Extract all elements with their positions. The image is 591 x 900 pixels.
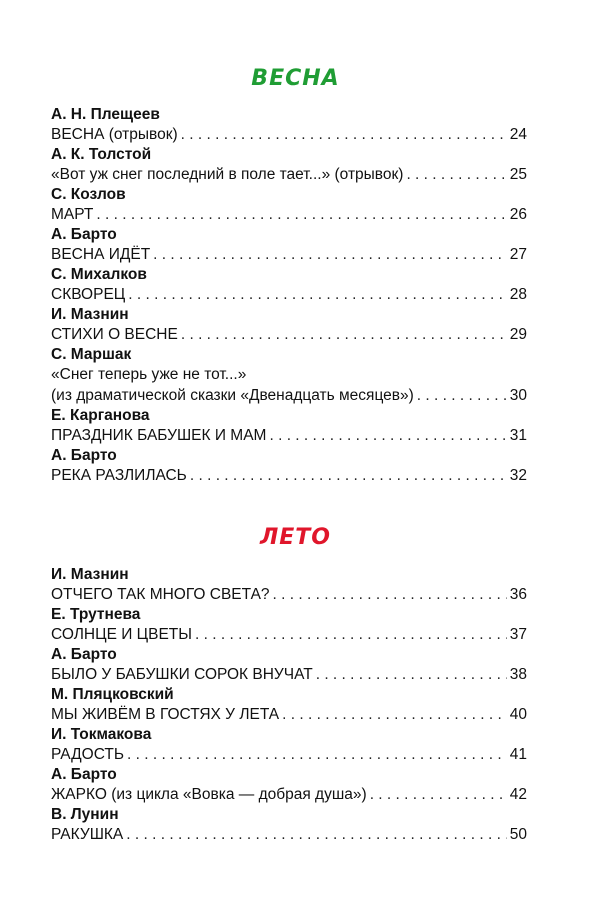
toc-line	[51, 664, 527, 685]
toc-entry	[51, 105, 527, 145]
dot-leader	[128, 284, 507, 305]
dot-leader	[153, 244, 507, 265]
dot-leader	[316, 664, 507, 685]
toc-line	[51, 164, 527, 185]
author-name: Е. Карганова	[51, 407, 150, 424]
section-title-spring: ВЕСНА	[251, 66, 340, 91]
toc-entry	[51, 345, 527, 406]
author-name: А. Барто	[51, 766, 117, 783]
toc-line	[51, 784, 527, 805]
toc-entry	[51, 406, 527, 446]
author-name: Е. Трутнева	[51, 606, 141, 623]
author-name: А. Н. Плещеев	[51, 106, 160, 123]
work-title: ВЕСНА ИДЁТ	[51, 246, 151, 263]
work-title: «Вот уж снег последний в поле тает...» (отрывок)	[51, 166, 404, 183]
author-name: И. Мазнин	[51, 566, 129, 583]
toc-line	[51, 324, 527, 345]
dot-leader	[195, 624, 507, 645]
author-name: И. Токмакова	[51, 726, 152, 743]
toc-line	[51, 704, 527, 725]
page-number: 25	[509, 166, 527, 183]
toc-line	[51, 244, 527, 265]
page-number: 41	[509, 746, 527, 763]
author-name: В. Лунин	[51, 806, 119, 823]
work-title: РЕКА РАЗЛИЛАСЬ	[51, 467, 187, 484]
work-title: МЫ ЖИВЁМ В ГОСТЯХ У ЛЕТА	[51, 706, 280, 723]
toc-list-summer	[51, 565, 527, 845]
work-title: ОТЧЕГО ТАК МНОГО СВЕТА?	[51, 586, 270, 603]
page-number: 42	[509, 786, 527, 803]
section-title-summer: ЛЕТО	[259, 525, 331, 550]
page-number: 30	[509, 387, 527, 404]
work-title: РАКУШКА	[51, 826, 124, 843]
page-number: 50	[509, 826, 527, 843]
work-title: СКВОРЕЦ	[51, 286, 126, 303]
dot-leader	[127, 744, 507, 765]
toc-entry	[51, 765, 527, 805]
author-name: А. Барто	[51, 226, 117, 243]
toc-entry	[51, 265, 527, 305]
toc-line	[51, 284, 527, 305]
author-name: А. Барто	[51, 447, 117, 464]
toc-line	[51, 204, 527, 225]
toc-list-spring	[51, 105, 527, 486]
toc-line	[51, 824, 527, 845]
toc-entry	[51, 305, 527, 345]
dot-leader	[96, 204, 506, 225]
dot-leader	[273, 584, 507, 605]
work-title: ВЕСНА (отрывок)	[51, 126, 178, 143]
dot-leader	[406, 164, 506, 185]
toc-line	[51, 385, 527, 406]
page-number: 24	[509, 126, 527, 143]
toc-entry	[51, 145, 527, 185]
author-name: С. Козлов	[51, 186, 126, 203]
toc-line-continued	[51, 364, 527, 385]
work-title: МАРТ	[51, 206, 94, 223]
toc-line	[51, 624, 527, 645]
work-title: «Снег теперь уже не тот...»	[51, 366, 247, 383]
author-name: С. Маршак	[51, 346, 132, 363]
author-name: И. Мазнин	[51, 306, 129, 323]
work-title: СТИХИ О ВЕСНЕ	[51, 326, 178, 343]
toc-line	[51, 744, 527, 765]
toc-line	[51, 124, 527, 145]
toc-entry	[51, 446, 527, 486]
dot-leader	[370, 784, 507, 805]
page-number: 29	[509, 326, 527, 343]
page-number: 26	[509, 206, 527, 223]
page-number: 37	[509, 626, 527, 643]
dot-leader	[269, 425, 506, 446]
work-title: (из драматической сказки «Двенадцать месяцев»)	[51, 387, 414, 404]
page-number: 32	[509, 467, 527, 484]
toc-line	[51, 584, 527, 605]
dot-leader	[190, 465, 507, 486]
author-name: М. Пляцковский	[51, 686, 174, 703]
work-title: СОЛНЦЕ И ЦВЕТЫ	[51, 626, 192, 643]
dot-leader	[126, 824, 506, 845]
toc-entry	[51, 685, 527, 725]
toc-line	[51, 465, 527, 486]
author-name: С. Михалков	[51, 266, 147, 283]
page-number: 36	[509, 586, 527, 603]
author-name: А. Барто	[51, 646, 117, 663]
dot-leader	[282, 704, 507, 725]
toc-entry	[51, 805, 527, 845]
toc-entry	[51, 645, 527, 685]
toc-line	[51, 425, 527, 446]
page-number: 40	[509, 706, 527, 723]
work-title: ЖАРКО (из цикла «Вовка — добрая душа»)	[51, 786, 367, 803]
page-number: 38	[509, 666, 527, 683]
dot-leader	[417, 385, 507, 406]
toc-entry	[51, 725, 527, 765]
dot-leader	[181, 124, 507, 145]
page-number: 31	[509, 427, 527, 444]
toc-entry	[51, 185, 527, 225]
toc-entry	[51, 565, 527, 605]
page-number: 27	[509, 246, 527, 263]
work-title: ПРАЗДНИК БАБУШЕК И МАМ	[51, 427, 267, 444]
author-name: А. К. Толстой	[51, 146, 152, 163]
page-number: 28	[509, 286, 527, 303]
work-title: БЫЛО У БАБУШКИ СОРОК ВНУЧАТ	[51, 666, 313, 683]
work-title: РАДОСТЬ	[51, 746, 125, 763]
toc-entry	[51, 605, 527, 645]
toc-entry	[51, 225, 527, 265]
dot-leader	[181, 324, 507, 345]
